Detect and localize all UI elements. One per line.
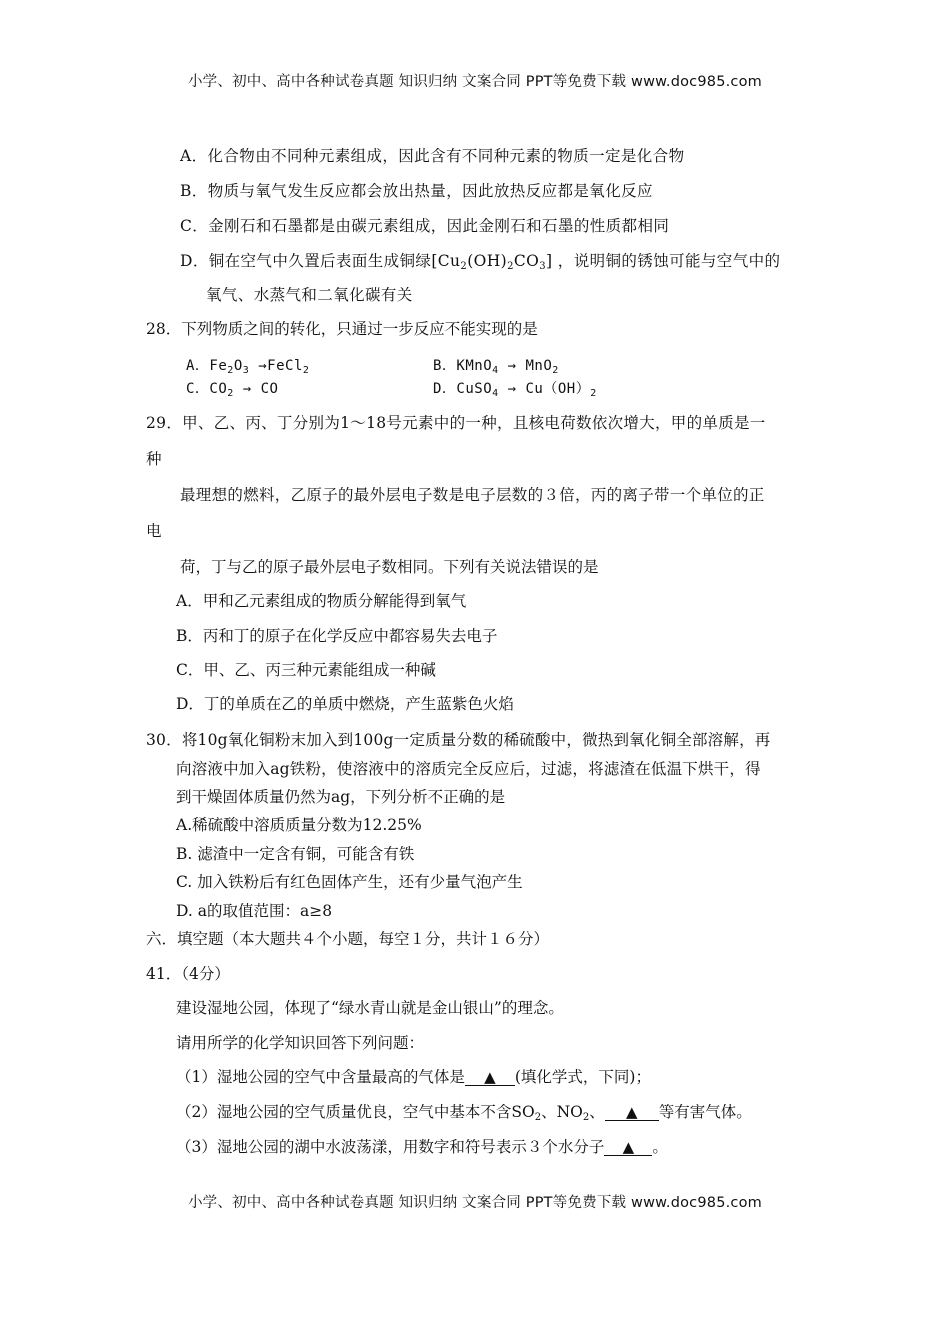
answer-blank-2[interactable]: [605, 1104, 659, 1121]
q41-part-3: （3）湿地公园的湖中水波荡漾，用数字和符号表示３个水分子 ▲ 。: [176, 1138, 668, 1156]
q29-option-d: D．丁的单质在乙的单质中燃烧，产生蓝紫色火焰: [176, 695, 514, 713]
q27-option-b: B．物质与氧气发生反应都会放出热量，因此放热反应都是氧化反应: [180, 182, 653, 200]
q29-stem-line-3: 荷，丁与乙的原子最外层电子数相同。下列有关说法错误的是: [180, 558, 599, 576]
q28-stem: 28．下列物质之间的转化，只通过一步反应不能实现的是: [146, 320, 538, 338]
q29-stem-line-2-wrap: 电: [146, 522, 162, 540]
q30-option-c: C. 加入铁粉后有红色固体产生，还有少量气泡产生: [176, 873, 523, 891]
q27-option-d: D．铜在空气中久置后表面生成铜绿$[Cu_2(OH)_2CO_3]$ ，说明铜的锈蚀可能与空气中的: [180, 252, 781, 272]
triangle-marker-icon: ▲: [625, 1103, 638, 1121]
answer-blank-1[interactable]: [465, 1069, 515, 1086]
q30-option-d: D. a的取值范围：a≥8: [176, 902, 333, 920]
q29-option-a: A．甲和乙元素组成的物质分解能得到氧气: [176, 592, 467, 610]
q29-stem-line-1: 29．甲、乙、丙、丁分别为1～18号元素中的一种，且核电荷数依次增大，甲的单质是一: [146, 414, 766, 432]
page-footer: 小学、初中、高中各种试卷真题 知识归纳 文案合同 PPT等免费下载 www.doc985.com: [187, 1195, 763, 1211]
q29-option-c: C．甲、乙、丙三种元素能组成一种碱: [176, 661, 436, 679]
q41-heading: 41．（4分）: [146, 965, 230, 983]
triangle-marker-icon: ▲: [622, 1138, 635, 1156]
q29-option-b: B．丙和丁的原子在化学反应中都容易失去电子: [176, 627, 498, 645]
q41-intro-2: 请用所学的化学知识回答下列问题：: [176, 1034, 425, 1052]
q28-option-c: C．$CO_2$ → CO: [186, 381, 279, 399]
q27-option-a: A．化合物由不同种元素组成，因此含有不同种元素的物质一定是化合物: [180, 147, 685, 165]
q27-option-d-continued: 氧气、水蒸气和二氧化碳有关: [206, 286, 413, 304]
page-header: 小学、初中、高中各种试卷真题 知识归纳 文案合同 PPT等免费下载 www.doc985.com: [187, 74, 763, 90]
q41-intro-1: 建设湿地公园，体现了“绿水青山就是金山银山”的理念。: [176, 999, 564, 1017]
section-six-title: 六．填空题（本大题共４个小题，每空１分，共计１６分）: [146, 930, 550, 948]
q27-option-c: C．金刚石和石墨都是由碳元素组成，因此金刚石和石墨的性质都相同: [180, 217, 670, 235]
triangle-marker-icon: ▲: [484, 1068, 496, 1086]
q28-option-d: D．CuSO$_4$ → $Cu(OH)_2$: [433, 381, 597, 399]
q28-option-a: A．$Fe_2O_3$ →FeCl$_2$: [186, 358, 310, 376]
q30-stem-line-2: 向溶液中加入ag铁粉，使溶液中的溶质完全反应后，过滤，将滤渣在低温下烘干，得: [176, 760, 761, 778]
q29-stem-line-2: 最理想的燃料，乙原子的最外层电子数是电子层数的３倍，丙的离子带一个单位的正: [180, 486, 765, 504]
q30-stem-line-1: 30．将10g氧化铜粉末加入到100g一定质量分数的稀硫酸中，微热到氧化铜全部溶解，再: [146, 731, 771, 749]
q29-stem-line-1-wrap: 种: [146, 450, 162, 468]
q30-option-b: B. 滤渣中一定含有铜，可能含有铁: [176, 845, 415, 863]
q28-option-b: B．KMnO$_4$ → MnO$_2$: [433, 358, 559, 376]
q41-part-2: （2）湿地公园的空气质量优良，空气中基本不含$SO_2$、$NO_2$、 ▲ 等有害气体。: [176, 1103, 752, 1123]
q30-option-a: A.稀硫酸中溶质质量分数为12.25%: [176, 816, 422, 834]
answer-blank-3[interactable]: [604, 1139, 652, 1156]
q41-part-1: （1）湿地公园的空气中含量最高的气体是 ▲ (填化学式，下同)；: [176, 1068, 651, 1086]
q30-stem-line-3: 到干燥固体质量仍然为ag，下列分析不正确的是: [176, 788, 506, 806]
